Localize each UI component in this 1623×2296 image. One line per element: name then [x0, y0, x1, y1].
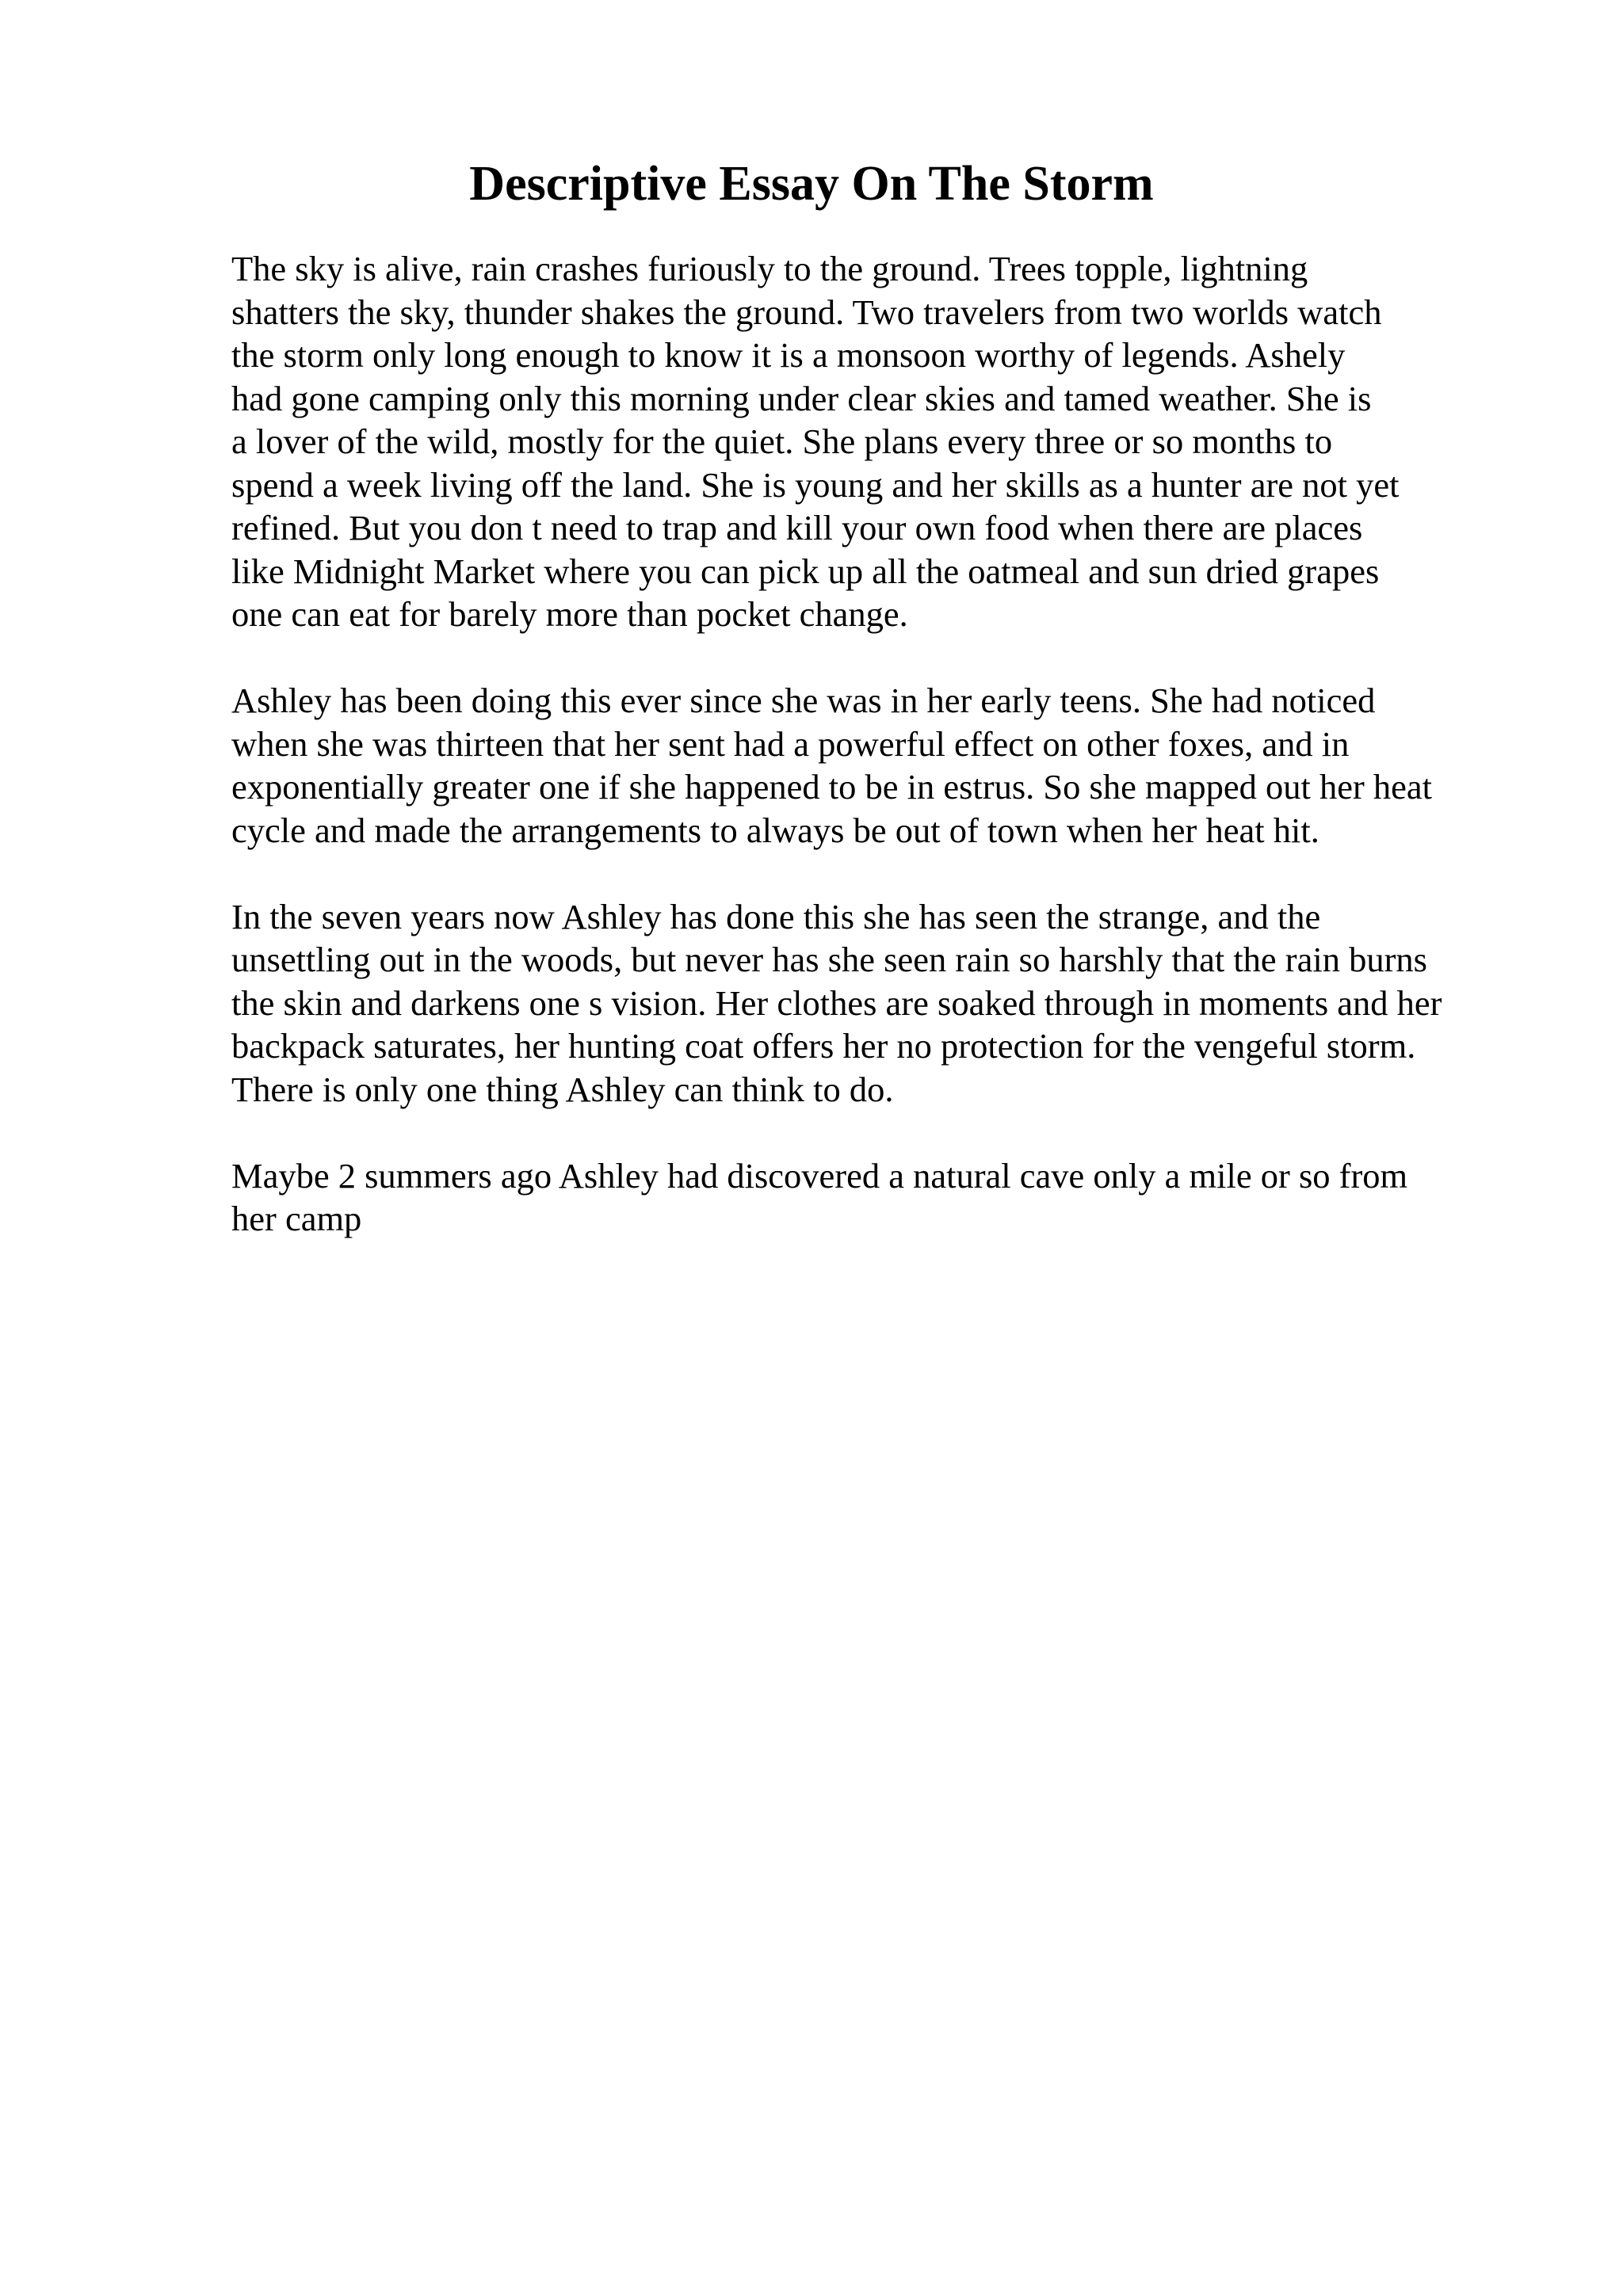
paragraph-3	[231, 895, 1515, 1112]
document-title: Descriptive Essay On The Storm	[469, 157, 1154, 211]
text-line: refined. But you don t need to trap and kill your own food when there are places	[231, 508, 1363, 547]
text-line: a lover of the wild, mostly for the quiet. She plans every three or so months to	[231, 421, 1333, 461]
text-line: In the seven years now Ashley has done this she has seen the strange, and the	[231, 896, 1321, 936]
text-line: the storm only long enough to know it is a monsoon worthy of legends. Ashely	[231, 335, 1346, 375]
text-line: Ashley has been doing this ever since she was in her early teens. She had noticed	[231, 681, 1376, 720]
text-line: the skin and darkens one s vision. Her clothes are soaked through in moments and her	[231, 982, 1442, 1023]
text-line: spend a week living off the land. She is young and her skills as a hunter are not yet	[231, 464, 1400, 505]
paragraph-4	[231, 1154, 1515, 1241]
text-line: her camp	[231, 1199, 362, 1238]
text-line: Maybe 2 summers ago Ashley had discovered a natural cave only a mile or so from	[231, 1155, 1408, 1196]
text-line: shatters the sky, thunder shakes the ground. Two travelers from two worlds watch	[231, 292, 1382, 332]
paragraph-1	[231, 247, 1515, 636]
text-line: cycle and made the arrangements to always be out of town when her heat hit.	[231, 810, 1319, 850]
text-line: one can eat for barely more than pocket change.	[231, 594, 908, 634]
text-line: like Midnight Market where you can pick up all the oatmeal and sun dried grapes	[231, 551, 1380, 591]
text-line: The sky is alive, rain crashes furiously to the ground. Trees topple, lightning	[231, 249, 1308, 288]
text-line: had gone camping only this morning under clear skies and tamed weather. She is	[231, 378, 1372, 418]
essay-body	[231, 247, 1515, 1283]
text-line: exponentially greater one if she happened to be in estrus. So she mapped out her heat	[231, 767, 1432, 807]
text-line: There is only one thing Ashley can think to do.	[231, 1069, 894, 1109]
text-line: when she was thirteen that her sent had a powerful effect on other foxes, and in	[231, 723, 1350, 764]
text-line: unsettling out in the woods, but never has she seen rain so harshly that the rain burns	[231, 940, 1428, 979]
paragraph-2	[231, 679, 1515, 852]
text-line: backpack saturates, her hunting coat offers her no protection for the vengeful storm.	[231, 1026, 1416, 1066]
